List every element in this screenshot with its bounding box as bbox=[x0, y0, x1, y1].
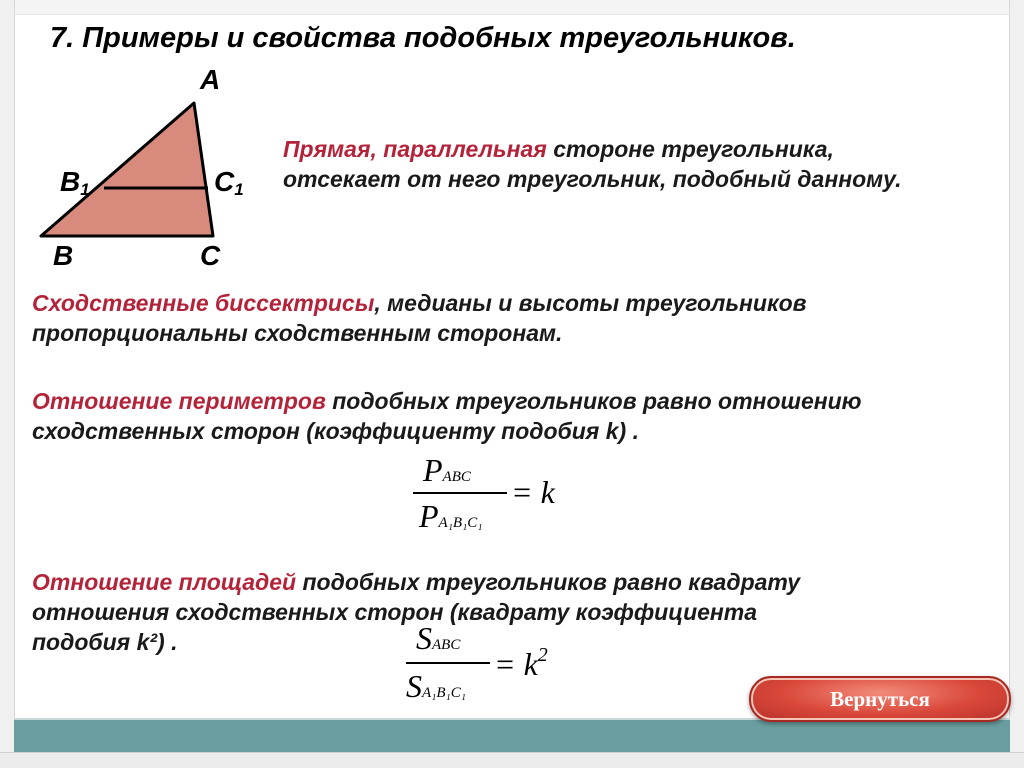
statement-parallel-line1: Прямая, параллельная стороне треугольника, bbox=[283, 136, 834, 162]
formula-area-numerator: SABC bbox=[416, 620, 461, 656]
statement-perimeters bbox=[32, 386, 862, 446]
statement-areas-line3: подобия k²) . bbox=[32, 629, 178, 655]
statement-bisectors bbox=[32, 288, 807, 348]
formula-area-fraction-bar bbox=[406, 662, 490, 664]
statement-bisectors-line1: Сходственные биссектрисы, медианы и высоты треугольников bbox=[32, 290, 807, 316]
statement-perimeters-line2: сходственных сторон (коэффициенту подобия k) . bbox=[32, 418, 639, 444]
statement-bisectors-line2: пропорциональны сходственным сторонам. bbox=[32, 320, 563, 346]
slide-frame-right bbox=[1009, 0, 1024, 767]
triangle-diagram bbox=[0, 0, 300, 270]
formula-area-denominator: SA₁B₁C₁ bbox=[406, 668, 466, 704]
formula-perimeter-fraction-bar bbox=[413, 492, 507, 494]
formula-perimeter-rhs: = k bbox=[511, 474, 555, 510]
formula-area-rhs: = $k^2$ bbox=[494, 644, 548, 682]
statement-parallel-line2: отсекает от него треугольник, подобный данному. bbox=[283, 166, 902, 192]
back-button[interactable]: Вернуться bbox=[749, 676, 1011, 722]
vertex-label-c1: $C_1$ bbox=[214, 166, 244, 199]
formula-area bbox=[398, 620, 588, 715]
formula-perimeter-denominator: PA₁B₁C₁ bbox=[419, 498, 483, 534]
statement-areas-line2: отношения сходственных сторон (квадрату коэффициента bbox=[32, 599, 758, 625]
vertex-label-b: B bbox=[53, 240, 74, 271]
formula-perimeter bbox=[405, 452, 585, 547]
vertex-label-b1: $B_1$ bbox=[60, 166, 90, 199]
footer-strip bbox=[0, 752, 1024, 768]
statement-perimeters-line1: Отношение периметров подобных треугольников равно отношению bbox=[32, 388, 862, 414]
statement-areas-line1: Отношение площадей подобных треугольников равно квадрату bbox=[32, 569, 801, 595]
formula-perimeter-numerator: PABC bbox=[423, 452, 471, 488]
vertex-label-c: C bbox=[200, 240, 221, 271]
vertex-label-a: A bbox=[200, 64, 221, 95]
slide-title: 7. Примеры и свойства подобных треугольников. bbox=[50, 22, 796, 54]
footer-band bbox=[14, 718, 1010, 754]
statement-parallel bbox=[283, 134, 901, 194]
